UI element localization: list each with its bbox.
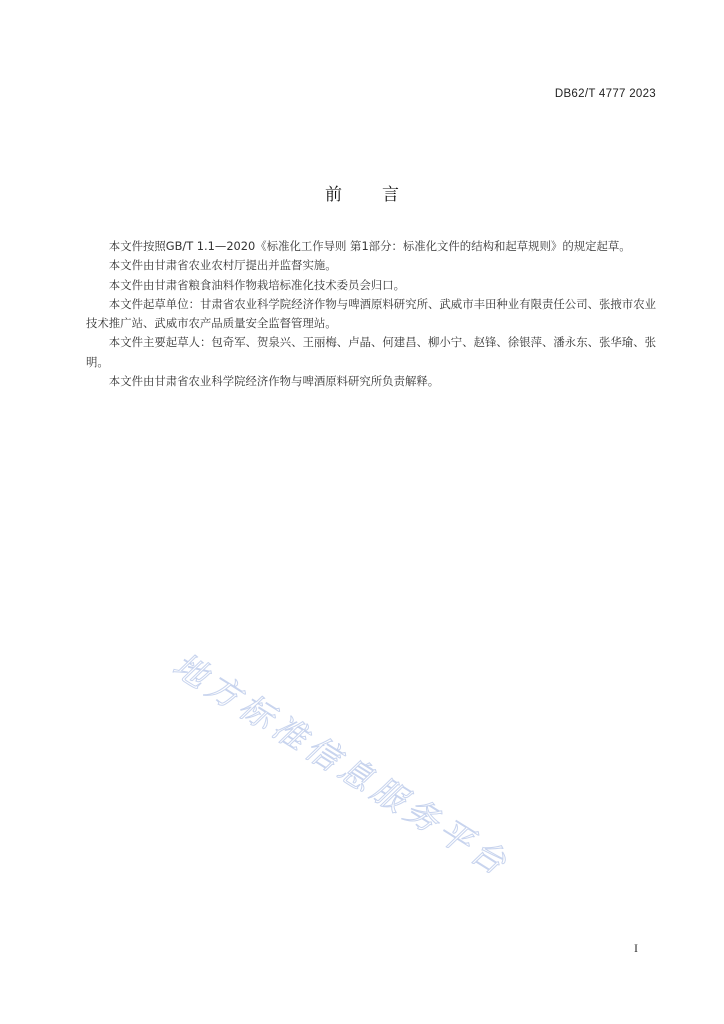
title-char-1: 前 bbox=[325, 185, 342, 205]
document-code: DB62/T 4777 2023 bbox=[554, 88, 656, 100]
watermark: 地方标准信息服务平台 bbox=[166, 645, 518, 885]
paragraph-proposed-by: 本文件由甘肃省农业农村厅提出并监督实施。 bbox=[108, 258, 337, 273]
paragraph-interpretation: 本文件由甘肃省农业科学院经济作物与啤酒原料研究所负责解释。 bbox=[108, 374, 440, 389]
paragraph-drafters: 本文件主要起草人：包奇军、贺泉兴、王丽梅、卢晶、何建昌、柳小宁、赵锋、徐银萍、潘永东、张华瑜、张明。 bbox=[86, 335, 656, 369]
paragraph-administered-by: 本文件由甘肃省粮食油料作物栽培标准化技术委员会归口。 bbox=[108, 277, 405, 292]
title-char-2: 言 bbox=[382, 185, 399, 205]
page-number: I bbox=[634, 941, 638, 955]
paragraph-drafting-rules: 本文件按照GB/T 1.1—2020《标准化工作导则 第1部分：标准化文件的结构和起草规则》的规定起草。 bbox=[108, 239, 631, 253]
page-title bbox=[0, 180, 724, 205]
paragraph-drafting-units: 本文件起草单位：甘肃省农业科学院经济作物与啤酒原料研究所、武威市丰田种业有限责任公司、张掖市农业技术推广站、武威市农产品质量安全监督管理站。 bbox=[86, 296, 656, 331]
foreword-body bbox=[86, 237, 656, 391]
